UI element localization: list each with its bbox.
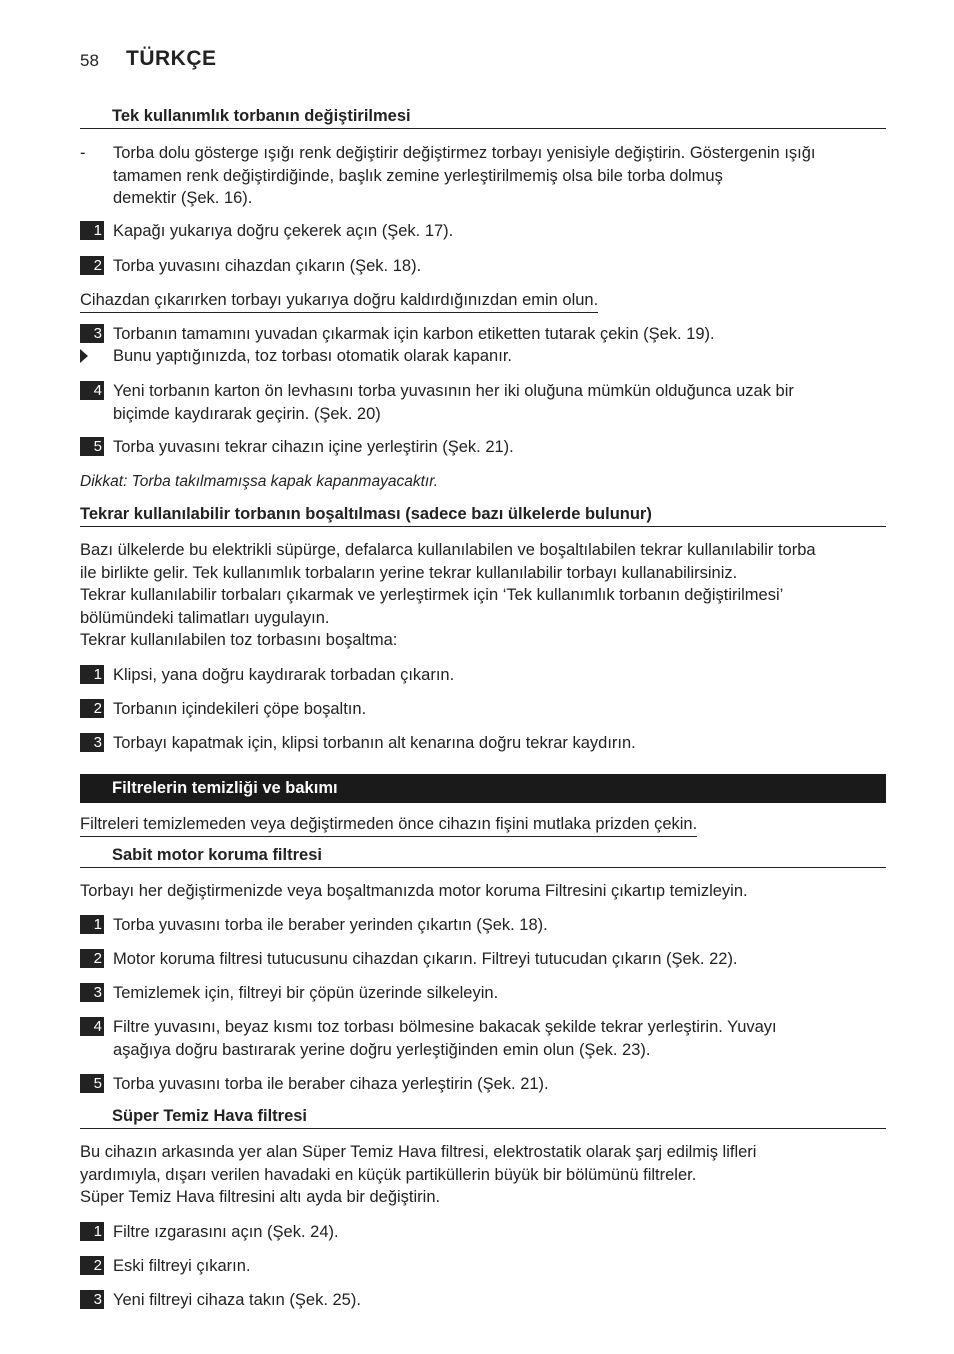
step: 1 Kapağı yukarıya doğru çekerek açın (Şek. 17). (80, 220, 886, 243)
warning-text: Filtreleri temizlemeden veya değiştirmeden önce cihazın fişini mutlaka prizden çekin. (80, 813, 697, 837)
language-heading: TÜRKÇE (126, 47, 217, 70)
step: 1 Klipsi, yana doğru kaydırarak torbadan çıkarın. (80, 664, 886, 687)
step: 2 Torba yuvasını cihazdan çıkarın (Şek. 18). (80, 255, 886, 278)
section-heading-bag-replace: Tek kullanımlık torbanın değiştirilmesi (80, 107, 886, 129)
section-heading-motor-filter: Sabit motor koruma filtresi (80, 846, 886, 868)
step: 3 Temizlemek için, filtreyi bir çöpün üzerinde silkeleyin. (80, 982, 886, 1005)
paragraph: Torbayı her değiştirmenizde veya boşaltmanızda motor koruma Filtresini çıkartıp temizleyin. (80, 882, 748, 900)
note-text: Dikkat: Torba takılmamışsa kapak kapanmayacaktır. (80, 473, 439, 490)
section-heading-hepa-filter: Süper Temiz Hava filtresi (80, 1107, 886, 1129)
step: 1 Torba yuvasını torba ile beraber yerinden çıkartın (Şek. 18). (80, 914, 886, 937)
paragraph: Bazı ülkelerde bu elektrikli süpürge, defalarca kullanılabilen ve boşaltılabilen tekrar kullanılabilir torba ile birlikte gelir. Tek kullanımlık torbaların yerine tekrar kullanılabilir torbayı kullanabilirsiniz. Tekrar kullanılabilir torbaları çıkarmak ve yerleştirmek için ‘Tek kullanımlık torbanın değiştirilmesi’ bölümündeki talimatları uygulayın. Tekrar kullanılabilen toz torbasını boşaltma: (80, 541, 816, 649)
step: 5 Torba yuvasını torba ile beraber cihaza yerleştirin (Şek. 21). (80, 1073, 886, 1096)
step: 5 Torba yuvasını tekrar cihazın içine yerleştirin (Şek. 21). (80, 436, 886, 459)
step: 3 Torbanın tamamını yuvadan çıkarmak için karbon etiketten tutarak çekin (Şek. 19). (80, 323, 886, 346)
page-number: 58 (80, 51, 99, 70)
result-bullet: Bunu yaptığınızda, toz torbası otomatik olarak kapanır. (80, 345, 886, 368)
step: 2 Motor koruma filtresi tutucusunu cihazdan çıkarın. Filtreyi tutucudan çıkarın (Şek. 22). (80, 948, 886, 971)
step: 2 Torbanın içindekileri çöpe boşaltın. (80, 698, 886, 721)
step: 4 Yeni torbanın karton ön levhasını torba yuvasının her iki oluğuna mümkün olduğunca uzak bir biçimde kaydırarak geçirin. (Şek. 20) (80, 380, 886, 425)
step: 4 Filtre yuvasını, beyaz kısmı toz torbası bölmesine bakacak şekilde tekrar yerleştirin. Yuvayı aşağıya doğru bastırarak yerine doğru yerleştiğinden emin olun (Şek. 23). (80, 1016, 886, 1061)
triangle-bullet-icon (80, 349, 88, 363)
paragraph: Bu cihazın arkasında yer alan Süper Temiz Hava filtresi, elektrostatik olarak şarj edilmiş lifleri yardımıyla, dışarı verilen havadaki en küçük partiküllerin büyük bir bölümünü filtreler. Süper Temiz Hava filtresini altı ayda bir değiştirin. (80, 1143, 757, 1206)
section-bar-filters: Filtrelerin temizliği ve bakımı (80, 774, 886, 803)
step: 2 Eski filtreyi çıkarın. (80, 1255, 886, 1278)
warning-text: Cihazdan çıkarırken torbayı yukarıya doğru kaldırdığınızdan emin olun. (80, 289, 598, 313)
step: 3 Torbayı kapatmak için, klipsi torbanın alt kenarına doğru tekrar kaydırın. (80, 732, 886, 755)
step: 3 Yeni filtreyi cihaza takın (Şek. 25). (80, 1289, 886, 1312)
section-heading-reusable-bag: Tekrar kullanılabilir torbanın boşaltılması (sadece bazı ülkelerde bulunur) (80, 505, 886, 527)
dash-item: - Torba dolu gösterge ışığı renk değiştirir değiştirmez torbayı yenisiyle değiştirin. Göstergenin ışığı tamamen renk değiştirdiğinde, başlık zemine yerleştirilmemiş olsa bile torba dolmuş demektir (Şek. 16). (80, 144, 816, 207)
step: 1 Filtre ızgarasını açın (Şek. 24). (80, 1221, 886, 1244)
